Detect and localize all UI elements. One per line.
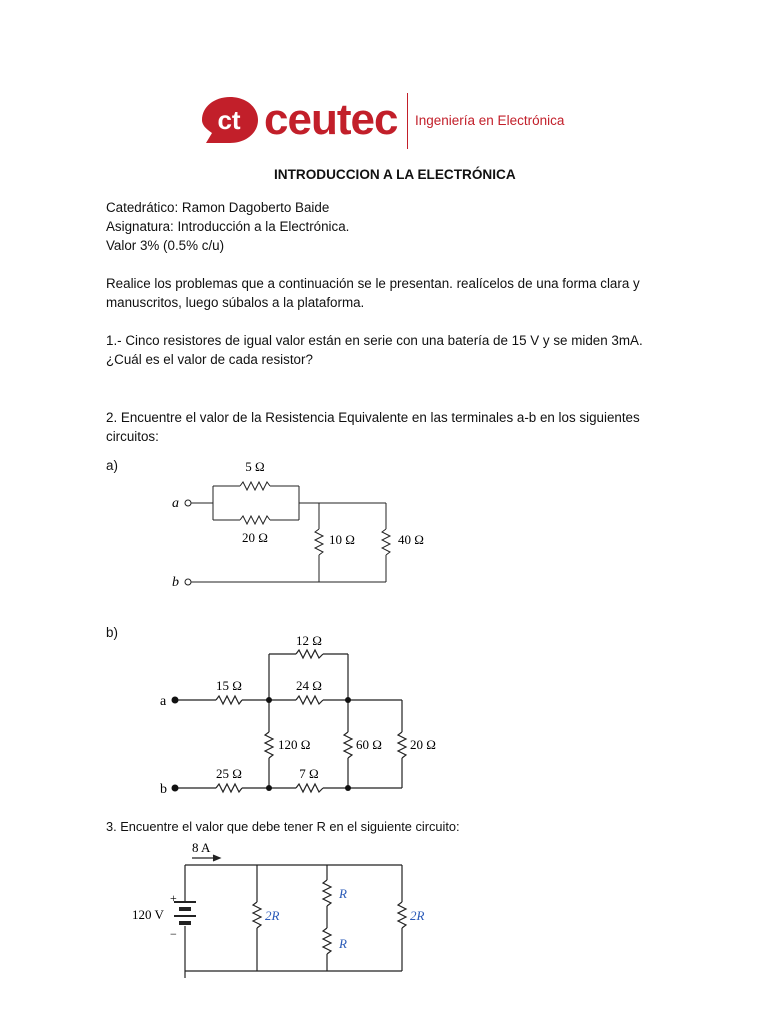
circuit-b-r8-label: 7 Ω bbox=[299, 766, 319, 781]
logo bbox=[202, 93, 622, 153]
question-2b-label: b) bbox=[106, 625, 118, 640]
intro-line-2: manuscritos, luego súbalos a la plataforma. bbox=[106, 295, 365, 310]
circuit-3-plus: + bbox=[170, 891, 177, 905]
meta-subject: Asignatura: Introducción a la Electrónica. bbox=[106, 219, 350, 234]
question-1-line-2: ¿Cuál es el valor de cada resistor? bbox=[106, 352, 313, 367]
circuit-b-r2-label: 15 Ω bbox=[216, 678, 242, 693]
circuit-3-r-right-label: 2R bbox=[410, 908, 425, 923]
circuit-a-diagram bbox=[160, 455, 460, 595]
circuit-b-r3-label: 24 Ω bbox=[296, 678, 322, 693]
question-3: 3. Encuentre el valor que debe tener R en el siguiente circuito: bbox=[106, 819, 460, 834]
circuit-b-diagram bbox=[160, 628, 460, 803]
circuit-3-r-bottom-label: R bbox=[339, 936, 347, 951]
circuit-b-terminal-a: a bbox=[160, 694, 167, 709]
circuit-3-r-top-label: R bbox=[339, 886, 347, 901]
circuit-3-diagram bbox=[130, 838, 450, 983]
logo-divider bbox=[407, 93, 408, 149]
circuit-a-terminal-a: a bbox=[172, 496, 179, 511]
question-2a-label: a) bbox=[106, 458, 118, 473]
circuit-a-r-top-label: 5 Ω bbox=[245, 459, 265, 474]
logo-mark-icon bbox=[202, 95, 258, 145]
circuit-b-r7-label: 25 Ω bbox=[216, 766, 242, 781]
circuit-3-minus: − bbox=[170, 927, 177, 941]
circuit-b-r6-label: 20 Ω bbox=[410, 737, 436, 752]
circuit-b-r4-label: 120 Ω bbox=[278, 737, 311, 752]
meta-value: Valor 3% (0.5% c/u) bbox=[106, 238, 225, 253]
circuit-a-r-bottom-label: 20 Ω bbox=[242, 530, 268, 545]
intro-line-1: Realice los problemas que a continuación se le presentan. realícelos de una forma clara y bbox=[106, 276, 640, 291]
circuit-3-source-label: 120 V bbox=[132, 907, 164, 922]
circuit-a-r-mid-label: 10 Ω bbox=[329, 532, 355, 547]
document-title: INTRODUCCION A LA ELECTRÓNICA bbox=[274, 167, 516, 182]
circuit-b-r5-label: 60 Ω bbox=[356, 737, 382, 752]
meta-professor: Catedrático: Ramon Dagoberto Baide bbox=[106, 200, 330, 215]
circuit-b-terminal-b: b bbox=[160, 782, 167, 797]
circuit-b-r1-label: 12 Ω bbox=[296, 633, 322, 648]
question-2-line-2: circuitos: bbox=[106, 429, 159, 444]
circuit-a-r-right-label: 40 Ω bbox=[398, 532, 424, 547]
logo-word: ceutec bbox=[264, 95, 398, 144]
question-2-line-1: 2. Encuentre el valor de la Resistencia Equivalente en las terminales a-b en los siguientes bbox=[106, 410, 640, 425]
question-1-line-1: 1.- Cinco resistores de igual valor están en serie con una batería de 15 V y se miden 3mA. bbox=[106, 333, 643, 348]
logo-mark-text: ct bbox=[217, 105, 241, 135]
circuit-3-current-label: 8 A bbox=[192, 840, 211, 855]
circuit-a-terminal-b: b bbox=[172, 575, 179, 590]
circuit-3-r-left-label: 2R bbox=[265, 908, 280, 923]
logo-tagline: Ingeniería en Electrónica bbox=[415, 113, 565, 128]
